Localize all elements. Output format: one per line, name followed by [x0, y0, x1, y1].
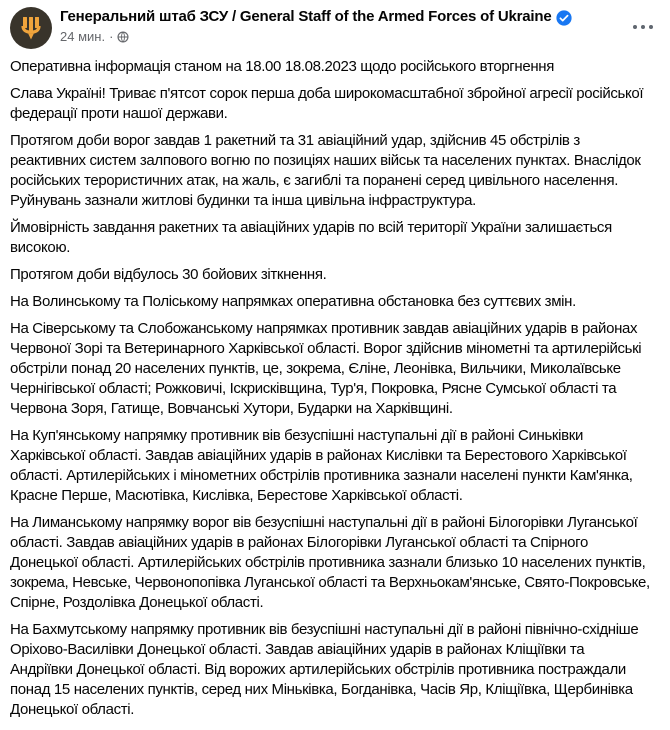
post-paragraph: На Бахмутському напрямку противник вів безуспішні наступальні дії в районі північно-східніше Оріхово-Василівки Донецької області. Завдав авіаційних ударів в районах Кліщіївки та Андріївки Донецької області. Від ворожих артилерійських обстрілів противника постраждали понад 15 населених пунктів, серед них Міньківка, Богданівка, Часів Яр, Кліщіївка, Щербинівка Донецької області. — [10, 621, 639, 718]
post-paragraph: На Волинському та Поліському напрямках оперативна обстановка без суттєвих змін. — [10, 293, 576, 310]
post-paragraph: Ймовірність завдання ракетних та авіаційних ударів по всій території України залишається високою. — [10, 219, 612, 256]
verified-badge-icon — [556, 10, 572, 26]
page-name-row — [60, 7, 630, 27]
post-paragraph: Протягом доби ворог завдав 1 ракетний та 31 авіаційний удар, здійснив 45 обстрілів з реактивних систем залпового вогню по позиціях наших військ та населених пунктах. Внаслідок російських терористичних атак, на жаль, є загиблі та поранені серед цивільного населення. Руйнувань зазнали житлові будинки та інша цивільна інфраструктура. — [10, 132, 641, 209]
page-avatar[interactable] — [10, 7, 52, 49]
post-paragraph: Слава Україні! Триває п'ятсот сорок перша доба широкомасштабної збройної агресії російської федерації проти нашої держави. — [10, 85, 644, 122]
globe-icon — [117, 31, 129, 43]
post-header — [0, 0, 670, 53]
header-info — [60, 7, 630, 45]
ellipsis-icon — [632, 23, 654, 31]
post-paragraph: Протягом доби відбулось 30 бойових зіткнення. — [10, 266, 327, 283]
meta-separator: · — [109, 29, 114, 44]
post-paragraph: На Сіверському та Слобожанському напрямках противник завдав авіаційних ударів в районах Червоної Зорі та Ветеринарного Харківської області. Ворог здійснив мінометні та артилерійські обстріли понад 20 населених пунктів, це, зокрема, Єліне, Леонівка, Вильчики, Миколаївське Чернігівської області; Рожковичі, Іскрисківщина, Тур'я, Покровка, Рясне Сумської області та Червона Зоря, Гатище, Вовчанські Хутори, Бударки на Харківщині. — [10, 320, 642, 417]
timestamp[interactable]: 24 мин. — [60, 29, 106, 44]
post-paragraph: На Куп'янському напрямку противник вів безуспішні наступальні дії в районі Синьківки Харківської області. Завдав авіаційних ударів в районах Кислівки та Берестового Харківської області. Артилерійських і мінометних обстрілів противника зазнали населені пункти Кам'янка, Красне Перше, Масютівка, Кислівка, Берестове Харківської області. — [10, 427, 633, 504]
post-text-body — [0, 53, 670, 720]
post-meta-row — [60, 29, 630, 45]
trident-icon — [19, 15, 43, 41]
post-paragraph: Оперативна інформація станом на 18.00 18.08.2023 щодо російського вторгнення — [10, 58, 554, 75]
post-paragraph: На Лиманському напрямку ворог вів безуспішні наступальні дії в районі Білогорівки Луганської області. Завдав авіаційних ударів в районах Білогорівки Луганської області та Спірного Донецької області. Артилерійських обстрілів противника зазнали близько 10 населених пунктів, зокрема, Невське, Червонопопівка Луганської області та Верхньокам'янське, Свято-Покровське, Спірне, Роздолівка Донецької області. — [10, 514, 650, 611]
more-options-button[interactable] — [630, 21, 656, 33]
page-name[interactable]: Генеральний штаб ЗСУ / General Staff of the Armed Forces of Ukraine — [60, 8, 552, 25]
